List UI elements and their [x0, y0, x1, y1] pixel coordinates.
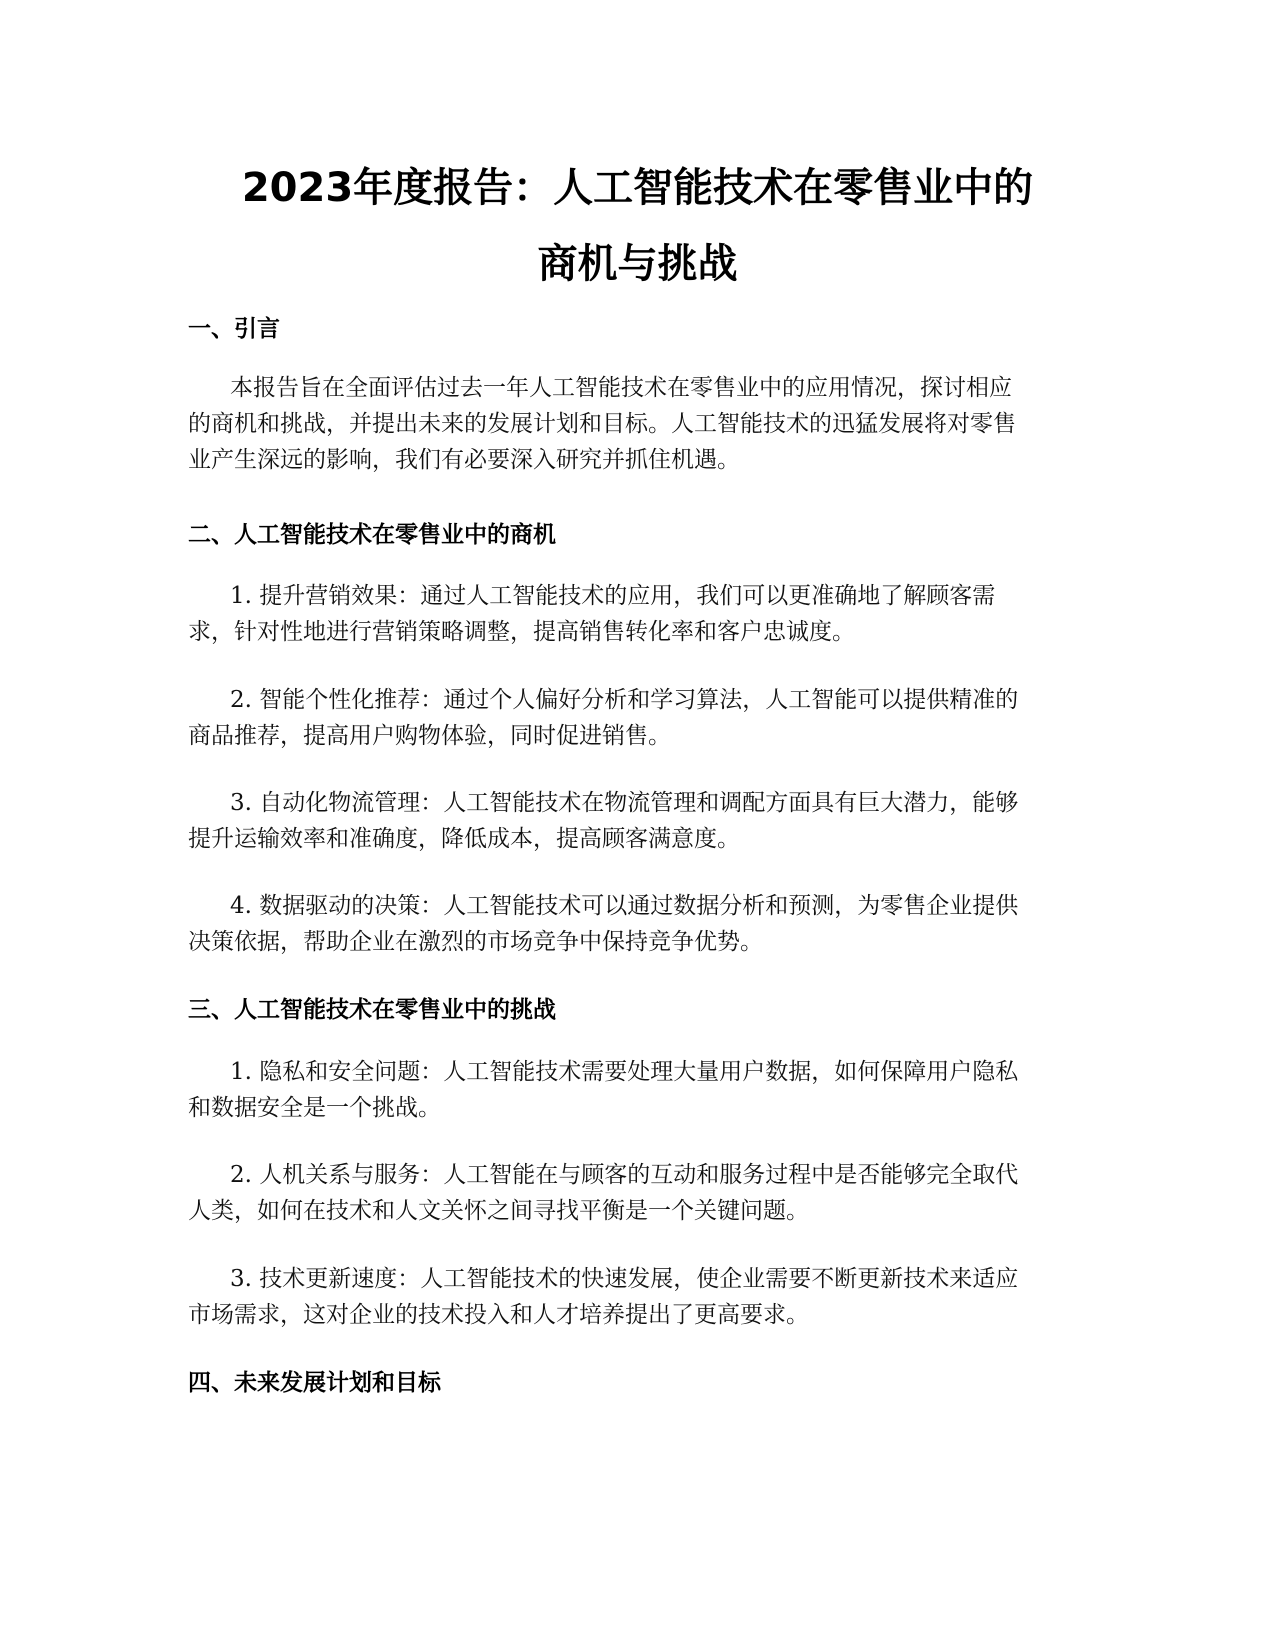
title-line: 商机与挑战: [537, 241, 738, 287]
title-line: 2023年度报告：人工智能技术在零售业中的: [241, 165, 1034, 211]
document-title: [160, 150, 1115, 302]
paragraph-opportunity-1: [188, 578, 1088, 650]
paragraph-challenge-2: [188, 1157, 1088, 1229]
text-line: 3. 自动化物流管理：人工智能技术在物流管理和调配方面具有巨大潜力，能够: [230, 790, 1019, 816]
text-line: 提升运输效率和准确度，降低成本，提高顾客满意度。: [188, 826, 740, 852]
text-line: 3. 技术更新速度：人工智能技术的快速发展，使企业需要不断更新技术来适应: [230, 1266, 1019, 1292]
text-line: 1. 提升营销效果：通过人工智能技术的应用，我们可以更准确地了解顾客需: [230, 583, 996, 609]
section-heading-opportunities: 二、人工智能技术在零售业中的商机: [188, 522, 556, 548]
section-heading-challenges: 三、人工智能技术在零售业中的挑战: [188, 997, 556, 1023]
text-line: 的商机和挑战，并提出未来的发展计划和目标。人工智能技术的迅猛发展将对零售: [188, 411, 1016, 437]
text-line: 人类，如何在技术和人文关怀之间寻找平衡是一个关键问题。: [188, 1198, 809, 1224]
text-line: 1. 隐私和安全问题：人工智能技术需要处理大量用户数据，如何保障用户隐私: [230, 1059, 1019, 1085]
text-line: 商品推荐，提高用户购物体验，同时促进销售。: [188, 723, 671, 749]
paragraph-opportunity-2: [188, 682, 1088, 754]
paragraph-opportunity-4: [188, 888, 1088, 960]
paragraph-challenge-1: [188, 1054, 1088, 1126]
text-line: 求，针对性地进行营销策略调整，提高销售转化率和客户忠诚度。: [188, 619, 855, 645]
text-line: 2. 人机关系与服务：人工智能在与顾客的互动和服务过程中是否能够完全取代: [230, 1162, 1019, 1188]
paragraph-intro: [188, 370, 1088, 478]
paragraph-opportunity-3: [188, 785, 1088, 857]
text-line: 4. 数据驱动的决策：人工智能技术可以通过数据分析和预测，为零售企业提供: [230, 893, 1019, 919]
text-line: 决策依据，帮助企业在激烈的市场竞争中保持竞争优势。: [188, 929, 763, 955]
section-heading-future-plans: 四、未来发展计划和目标: [188, 1370, 441, 1396]
text-line: 业产生深远的影响，我们有必要深入研究并抓住机遇。: [188, 447, 740, 473]
section-heading-intro: 一、引言: [188, 316, 280, 342]
text-line: 2. 智能个性化推荐：通过个人偏好分析和学习算法，人工智能可以提供精准的: [230, 687, 1019, 713]
paragraph-challenge-3: [188, 1261, 1088, 1333]
text-line: 市场需求，这对企业的技术投入和人才培养提出了更高要求。: [188, 1302, 809, 1328]
text-line: 本报告旨在全面评估过去一年人工智能技术在零售业中的应用情况，探讨相应: [230, 375, 1012, 401]
text-line: 和数据安全是一个挑战。: [188, 1095, 441, 1121]
